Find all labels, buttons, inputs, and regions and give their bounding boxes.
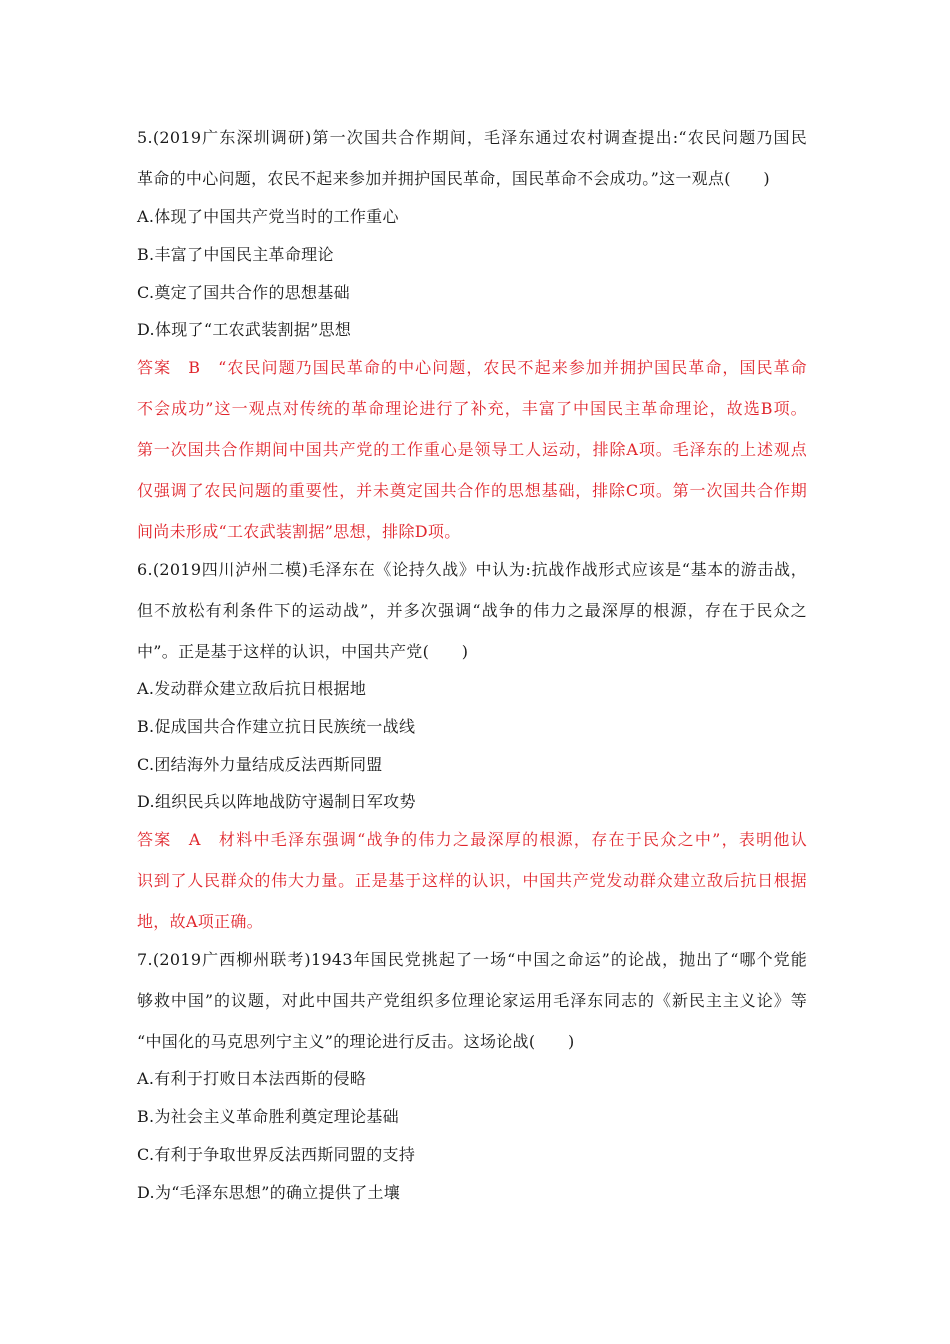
question-stem-line: 5.(2019广东深圳调研)第一次国共合作期间，毛泽东通过农村调查提出:“农民问题乃国民 [137, 128, 807, 147]
question-stem-line: 6.(2019四川泸州二模)毛泽东在《论持久战》中认为:抗战作战形式应该是“基本的游击战， [137, 560, 807, 579]
option-a: A.发动群众建立敌后抗日根据地 [137, 679, 367, 698]
option-c: C.奠定了国共合作的思想基础 [137, 283, 350, 302]
answer-line: 不会成功”这一观点对传统的革命理论进行了补充，丰富了中国民主革命理论，故选B项。 [137, 399, 807, 418]
answer-line: 答案 B “农民问题乃国民革命的中心问题，农民不起来参加并拥护国民革命，国民革命 [137, 358, 807, 377]
option-a: A.有利于打败日本法西斯的侵略 [137, 1069, 367, 1088]
option-a: A.体现了中国共产党当时的工作重心 [137, 207, 399, 226]
question-stem-line: 7.(2019广西柳州联考)1943年国民党挑起了一场“中国之命运”的论战，抛出了“哪个党能 [137, 950, 807, 969]
option-d: D.体现了“工农武装割据”思想 [137, 320, 352, 339]
question-stem-line: “中国化的马克思列宁主义”的理论进行反击。这场论战( ) [137, 1032, 575, 1051]
option-c: C.团结海外力量结成反法西斯同盟 [137, 755, 383, 774]
answer-line: 地，故A项正确。 [137, 912, 263, 931]
question-stem-line: 中”。正是基于这样的认识，中国共产党( ) [137, 642, 469, 661]
option-d: D.组织民兵以阵地战防守遏制日军攻势 [137, 792, 416, 811]
option-d: D.为“毛泽东思想”的确立提供了土壤 [137, 1183, 401, 1202]
answer-line: 第一次国共合作期间中国共产党的工作重心是领导工人运动，排除A项。毛泽东的上述观点 [137, 440, 807, 459]
option-c: C.有利于争取世界反法西斯同盟的支持 [137, 1145, 416, 1164]
option-b: B.为社会主义革命胜利奠定理论基础 [137, 1107, 399, 1126]
option-b: B.促成国共合作建立抗日民族统一战线 [137, 717, 416, 736]
question-stem-line: 但不放松有利条件下的运动战”，并多次强调“战争的伟力之最深厚的根源，存在于民众之 [137, 601, 807, 620]
question-stem-line: 够救中国”的议题，对此中国共产党组织多位理论家运用毛泽东同志的《新民主主义论》等 [137, 991, 807, 1010]
answer-line: 答案 A 材料中毛泽东强调“战争的伟力之最深厚的根源，存在于民众之中”，表明他认 [137, 830, 807, 849]
answer-line: 仅强调了农民问题的重要性，并未奠定国共合作的思想基础，排除C项。第一次国共合作期 [137, 481, 807, 500]
question-stem-line: 革命的中心问题，农民不起来参加并拥护国民革命，国民革命不会成功。”这一观点( ) [137, 169, 770, 188]
answer-line: 间尚未形成“工农武装割据”思想，排除D项。 [137, 522, 461, 541]
option-b: B.丰富了中国民主革命理论 [137, 245, 334, 264]
answer-line: 识到了人民群众的伟大力量。正是基于这样的认识，中国共产党发动群众建立敌后抗日根据 [137, 871, 807, 890]
